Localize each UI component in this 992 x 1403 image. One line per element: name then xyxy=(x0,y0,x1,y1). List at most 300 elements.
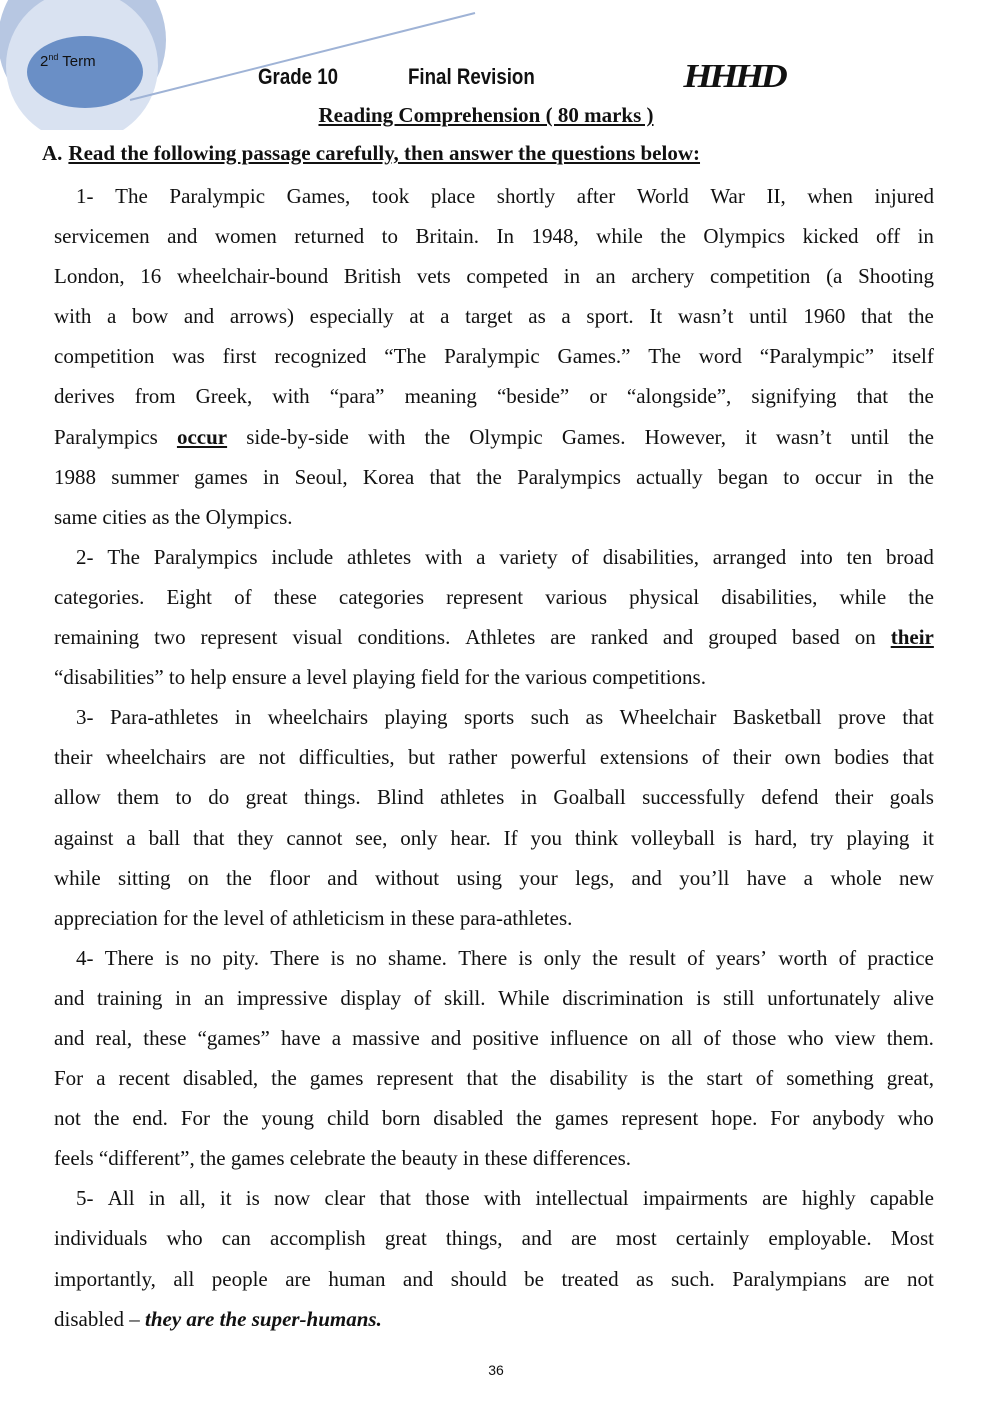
word: For xyxy=(770,1106,800,1131)
word: practice xyxy=(867,945,934,970)
text-segment: appreciation for the level of athleticism in these para-athletes. xyxy=(54,905,573,930)
word: born xyxy=(381,1106,421,1131)
word: that xyxy=(429,464,461,489)
passage-line xyxy=(54,1143,934,1183)
word: using xyxy=(456,865,502,890)
word: the xyxy=(908,304,934,329)
word: while xyxy=(596,224,643,249)
word: include xyxy=(271,544,334,569)
word: servicemen xyxy=(54,224,150,249)
section-title: Reading Comprehension ( 80 marks ) xyxy=(318,103,654,127)
word: intellectual xyxy=(535,1186,629,1211)
word: place xyxy=(430,184,476,208)
passage-line xyxy=(54,1183,934,1223)
passage-line xyxy=(54,341,934,381)
word: capable xyxy=(869,1186,934,1211)
passage-line xyxy=(54,422,934,462)
word: something xyxy=(786,1066,874,1091)
word: of xyxy=(755,1066,774,1091)
word: various xyxy=(545,584,608,609)
word: all, xyxy=(179,1186,206,1211)
word: “Paralympic” xyxy=(759,344,875,369)
word: that xyxy=(860,304,893,329)
word: wasn’t xyxy=(677,304,734,329)
word: those xyxy=(732,1025,777,1050)
emphasized-text: their xyxy=(890,625,934,650)
word: it xyxy=(745,424,757,449)
word: child xyxy=(326,1106,369,1131)
word: 2- xyxy=(76,544,94,569)
word: Korea xyxy=(362,464,415,489)
word: after xyxy=(576,184,616,208)
word: of xyxy=(687,945,705,970)
word: the xyxy=(222,1106,249,1131)
word: with xyxy=(54,304,92,329)
word: and xyxy=(54,985,85,1010)
word: in xyxy=(876,464,894,489)
word: try xyxy=(810,825,834,850)
passage-line xyxy=(54,662,934,702)
word: is xyxy=(245,1186,260,1211)
word: The xyxy=(648,344,681,369)
word: certainly xyxy=(675,1226,750,1251)
word: extensions xyxy=(599,745,689,770)
word: on xyxy=(187,865,209,890)
word: be xyxy=(524,1266,544,1291)
word: 5- xyxy=(76,1186,94,1211)
word: games xyxy=(194,464,248,489)
word: importantly, xyxy=(54,1266,156,1291)
word: that xyxy=(902,705,934,730)
passage-line xyxy=(54,1103,934,1143)
word: variety xyxy=(499,544,558,569)
emphasized-text: they are the super-humans. xyxy=(144,1306,382,1331)
word: All xyxy=(107,1186,135,1211)
word: “The xyxy=(384,344,427,369)
word: It xyxy=(649,304,663,329)
word: they xyxy=(237,825,274,850)
word: highly xyxy=(801,1186,856,1211)
word: vets xyxy=(416,264,451,289)
word: alive xyxy=(893,985,934,1010)
word: disabilities, xyxy=(602,544,699,569)
word: World xyxy=(636,184,689,208)
word: things. xyxy=(304,785,361,810)
word: young xyxy=(261,1106,315,1131)
word: returned xyxy=(294,224,365,249)
word: and xyxy=(631,865,662,890)
word: great xyxy=(245,785,288,810)
word: the xyxy=(908,584,934,609)
word: from xyxy=(134,384,176,409)
word: London, xyxy=(54,264,125,289)
passage-line xyxy=(54,863,934,903)
word: that xyxy=(902,745,934,770)
word: derives xyxy=(54,384,115,409)
word: not xyxy=(54,1106,81,1131)
word: wasn’t xyxy=(775,424,832,449)
word: Athletes xyxy=(465,625,536,650)
word: 1- xyxy=(76,184,94,208)
word: sport. xyxy=(586,304,634,329)
word: great, xyxy=(886,1066,934,1091)
word: whole xyxy=(830,865,882,890)
signature-logo: HHHD xyxy=(683,58,785,95)
word: until xyxy=(850,424,890,449)
word: hope. xyxy=(711,1106,758,1131)
passage-line xyxy=(54,1223,934,1263)
word: you xyxy=(530,825,563,850)
word: arrows) xyxy=(229,304,294,329)
word: without xyxy=(374,865,440,890)
word: them xyxy=(117,785,160,810)
word: Olympics xyxy=(703,224,786,249)
word: the xyxy=(93,1106,120,1131)
word: There xyxy=(104,945,154,970)
word: physical xyxy=(629,584,700,609)
term-label: 2nd Term xyxy=(40,52,96,70)
word: Paralympians xyxy=(732,1266,847,1291)
word: are xyxy=(863,1266,890,1291)
word: bow xyxy=(132,304,169,329)
word: based xyxy=(791,625,840,650)
word: treated xyxy=(561,1266,619,1291)
word: represent xyxy=(200,625,278,650)
word: that xyxy=(856,384,889,409)
word: is xyxy=(330,945,345,970)
word: If xyxy=(503,825,518,850)
word: 4- xyxy=(76,945,94,970)
word: is xyxy=(164,945,179,970)
word: now xyxy=(274,1186,311,1211)
word: a xyxy=(96,1066,106,1091)
word: are xyxy=(571,1226,597,1251)
word: is xyxy=(727,825,742,850)
word: wheelchairs xyxy=(105,745,207,770)
word: and xyxy=(521,1226,552,1251)
word: can xyxy=(221,1226,251,1251)
word: categories. xyxy=(54,584,145,609)
word: are xyxy=(762,1186,788,1211)
word: display xyxy=(340,985,402,1010)
word: these xyxy=(273,584,317,609)
word: with xyxy=(272,384,310,409)
word: Basketball xyxy=(732,705,822,730)
word: women xyxy=(214,224,277,249)
word: There xyxy=(458,945,508,970)
passage-line xyxy=(54,542,934,582)
passage-line xyxy=(54,702,934,742)
word: as xyxy=(528,304,546,329)
word: only xyxy=(400,825,438,850)
passage-line xyxy=(54,823,934,863)
word: playing xyxy=(846,825,910,850)
word: Seoul, xyxy=(294,464,348,489)
word: impressive xyxy=(236,985,328,1010)
text-segment: feels “different”, the games celebrate the beauty in these differences. xyxy=(54,1146,632,1171)
passage-line xyxy=(54,903,934,943)
word: actually xyxy=(636,464,703,489)
word: a xyxy=(476,544,486,569)
word: their xyxy=(834,785,874,810)
word: sports xyxy=(464,705,515,730)
word: For xyxy=(180,1106,211,1131)
word: prove xyxy=(838,705,886,730)
text-segment: “disabilities” to help ensure a level playing field for the various competitions. xyxy=(54,665,706,690)
word: start xyxy=(706,1066,743,1091)
word: a xyxy=(107,304,117,329)
word: side-by-side xyxy=(246,424,349,449)
word: disabled, xyxy=(182,1066,259,1091)
word: real, xyxy=(95,1025,133,1050)
word: For xyxy=(54,1066,84,1091)
word: visual xyxy=(292,625,343,650)
passage-line xyxy=(54,502,934,542)
word: signifying xyxy=(751,384,837,409)
word: Games. xyxy=(561,424,626,449)
word: that xyxy=(466,1066,498,1091)
word: do xyxy=(208,785,230,810)
word: while xyxy=(54,865,101,890)
word: represent xyxy=(621,1106,699,1131)
word: Paralympics xyxy=(517,464,621,489)
word: a xyxy=(331,1025,342,1050)
word: powerful xyxy=(510,745,587,770)
word: of xyxy=(413,985,432,1010)
word: 16 xyxy=(140,264,162,289)
word: athletes xyxy=(347,544,412,569)
word: no xyxy=(355,945,377,970)
word: difficulties, xyxy=(298,745,395,770)
word: these xyxy=(143,1025,187,1050)
word: archery xyxy=(631,264,695,289)
word: and xyxy=(167,224,198,249)
word: summer xyxy=(111,464,179,489)
word: clear xyxy=(324,1186,366,1211)
word: in xyxy=(520,785,537,810)
passage-line xyxy=(54,582,934,622)
word: result xyxy=(629,945,676,970)
word: “beside” xyxy=(496,384,570,409)
passage-line xyxy=(54,1264,934,1304)
word: Para-athletes xyxy=(109,705,219,730)
word: (a xyxy=(826,264,843,289)
word: in xyxy=(563,264,581,289)
word: was xyxy=(172,344,205,369)
word: the xyxy=(592,945,618,970)
word: athletes xyxy=(440,785,505,810)
passage-line xyxy=(54,983,934,1023)
word: The xyxy=(107,544,140,569)
word: is xyxy=(696,985,711,1010)
word: is xyxy=(518,945,533,970)
grade-label: Grade 10 xyxy=(258,64,339,89)
word: competition xyxy=(54,344,155,369)
word: have xyxy=(280,1025,321,1050)
text-segment: same cities as the Olympics. xyxy=(54,504,293,529)
word: see, xyxy=(355,825,388,850)
passage-paragraph xyxy=(54,943,934,1184)
word: on xyxy=(639,1025,661,1050)
word: Shooting xyxy=(858,264,934,289)
word: a xyxy=(561,304,571,329)
word: hard, xyxy=(754,825,798,850)
word: have xyxy=(746,865,787,890)
word: great xyxy=(384,1226,427,1251)
word: to xyxy=(783,464,800,489)
word: with xyxy=(368,424,406,449)
word: until xyxy=(749,304,788,329)
word: Games, xyxy=(286,184,351,208)
word: 1948, xyxy=(531,224,579,249)
word: Games.” xyxy=(557,344,631,369)
word: people xyxy=(211,1266,268,1291)
word: only xyxy=(543,945,582,970)
passage-line xyxy=(54,622,934,662)
passage-line xyxy=(54,782,934,822)
word: should xyxy=(450,1266,507,1291)
word: against xyxy=(54,825,114,850)
word: Blind xyxy=(377,785,424,810)
word: disabilities, xyxy=(721,584,818,609)
word: target xyxy=(465,304,513,329)
word: to xyxy=(381,224,398,249)
word: is xyxy=(640,1066,655,1091)
word: and xyxy=(430,1025,462,1050)
word: Most xyxy=(890,1226,934,1251)
word: Goalball xyxy=(553,785,626,810)
word: occur xyxy=(814,464,862,489)
word: such xyxy=(530,705,570,730)
word: with xyxy=(483,1186,522,1211)
word: While xyxy=(498,985,550,1010)
word: disabled xyxy=(433,1106,504,1131)
word: as xyxy=(636,1266,654,1291)
word: began xyxy=(717,464,768,489)
word: However, xyxy=(644,424,726,449)
word: the xyxy=(660,224,686,249)
word: the xyxy=(271,1066,297,1091)
word: of xyxy=(571,544,589,569)
word: the xyxy=(476,464,502,489)
word: II, xyxy=(766,184,786,208)
word: in xyxy=(234,705,252,730)
word: of xyxy=(234,584,252,609)
word: ranked xyxy=(590,625,648,650)
word: rather xyxy=(448,745,498,770)
word: Paralympic xyxy=(169,184,266,208)
word: sitting xyxy=(117,865,171,890)
word: kicked xyxy=(802,224,859,249)
word: are xyxy=(219,745,246,770)
word: most xyxy=(615,1226,657,1251)
word: especially xyxy=(309,304,394,329)
passage-line xyxy=(54,221,934,261)
word: remaining xyxy=(54,625,140,650)
word: anybody xyxy=(812,1106,885,1131)
word: ten xyxy=(846,544,873,569)
word: There xyxy=(270,945,320,970)
word: their xyxy=(54,745,93,770)
word: the xyxy=(908,384,934,409)
word: word xyxy=(698,344,742,369)
word: who xyxy=(166,1226,203,1251)
word: own xyxy=(784,745,821,770)
word: the xyxy=(510,1066,537,1091)
word: first xyxy=(222,344,257,369)
word: worth xyxy=(778,945,828,970)
word: broad xyxy=(886,544,934,569)
reading-passage xyxy=(54,181,934,1344)
word: The xyxy=(115,184,148,208)
word: into xyxy=(800,544,833,569)
word: the xyxy=(908,464,934,489)
word: employable. xyxy=(768,1226,872,1251)
emphasized-text: occur xyxy=(176,424,228,449)
word: that xyxy=(192,825,225,850)
page-number: 36 xyxy=(488,1362,504,1378)
word: Paralympics xyxy=(153,544,258,569)
word: not xyxy=(907,1266,934,1291)
word: training xyxy=(97,985,163,1010)
word: injured xyxy=(874,184,934,208)
word: an xyxy=(204,985,224,1010)
word: influence xyxy=(549,1025,629,1050)
word: volleyball xyxy=(630,825,715,850)
word: represent xyxy=(376,1066,454,1091)
word: cannot xyxy=(286,825,343,850)
word: Greek, xyxy=(195,384,253,409)
word: a xyxy=(803,865,813,890)
word: accomplish xyxy=(270,1226,366,1251)
passage-paragraph xyxy=(54,181,934,542)
word: in xyxy=(175,985,192,1010)
passage-line xyxy=(54,1063,934,1103)
word: human xyxy=(328,1266,386,1291)
word: those xyxy=(425,1186,470,1211)
word: them. xyxy=(886,1025,934,1050)
text-segment: disabled – xyxy=(54,1306,145,1331)
instruction: A. Read the following passage carefully, then answer the questions below: xyxy=(42,141,701,165)
word: off xyxy=(876,224,901,249)
word: playing xyxy=(384,705,448,730)
word: Olympic xyxy=(469,424,543,449)
word: and xyxy=(662,625,694,650)
word: Paralympics xyxy=(54,424,158,449)
word: recent xyxy=(118,1066,170,1091)
word: Britain. xyxy=(415,224,480,249)
word: all xyxy=(671,1025,693,1050)
word: games xyxy=(309,1066,364,1091)
word: think xyxy=(574,825,619,850)
word: and xyxy=(402,1266,434,1291)
word: on xyxy=(854,625,876,650)
word: at xyxy=(409,304,425,329)
word: it xyxy=(219,1186,232,1211)
word: that xyxy=(379,1186,411,1211)
word: competed xyxy=(466,264,549,289)
word: disability xyxy=(549,1066,628,1091)
word: shortly xyxy=(496,184,556,208)
word: in xyxy=(917,224,934,249)
word: skill. xyxy=(444,985,486,1010)
word: their xyxy=(732,745,772,770)
word: a xyxy=(440,304,450,329)
word: represent xyxy=(446,584,524,609)
word: British xyxy=(343,264,402,289)
word: categories xyxy=(338,584,425,609)
word: massive xyxy=(352,1025,420,1050)
